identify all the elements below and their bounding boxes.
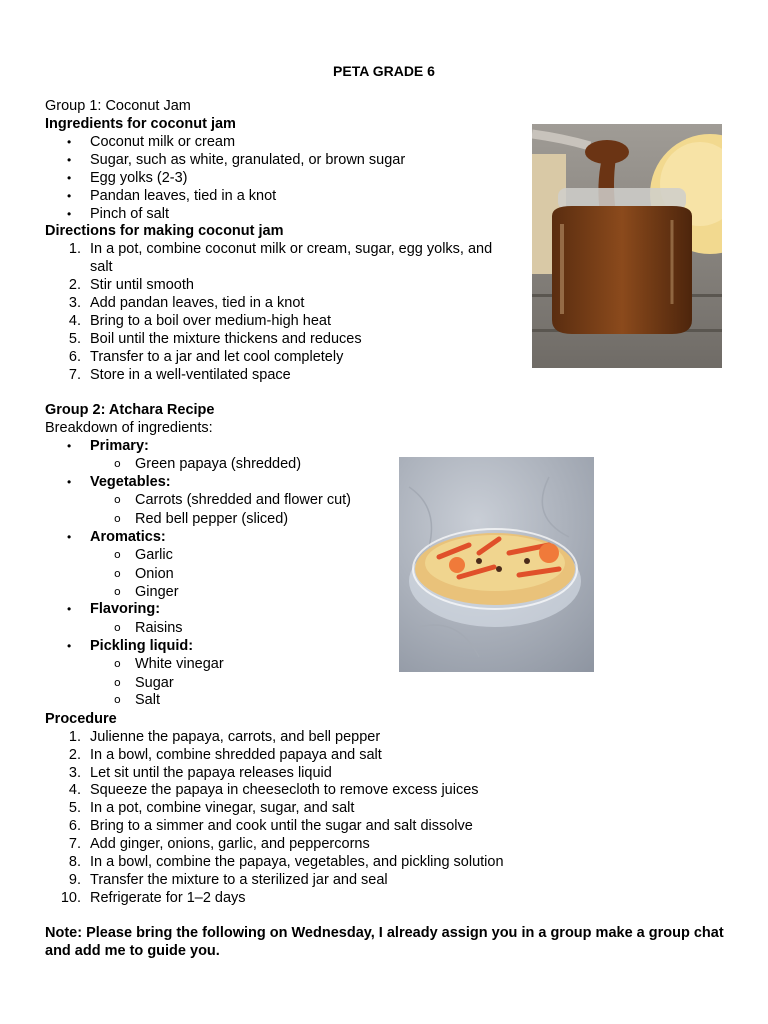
bullet-icon: •	[67, 135, 72, 149]
category-label: Pickling liquid:	[90, 638, 194, 654]
list-item: Pinch of salt	[90, 206, 169, 222]
list-item: Carrots (shredded and flower cut)	[135, 492, 351, 508]
list-item: Red bell pepper (sliced)	[135, 511, 289, 527]
list-number: 5.	[68, 800, 81, 816]
list-item: Transfer to a jar and let cool completely	[90, 349, 344, 365]
list-item: Coconut milk or cream	[90, 134, 236, 150]
bullet-icon: •	[67, 153, 72, 167]
bullet-icon: •	[67, 189, 72, 203]
list-item: Onion	[135, 566, 174, 582]
list-number: 8.	[68, 854, 81, 870]
list-item: Bring to a boil over medium-high heat	[90, 313, 331, 329]
list-item: Bring to a simmer and cook until the sugar and salt dissolve	[90, 818, 473, 834]
group1-directions-heading: Directions for making coconut jam	[45, 223, 284, 239]
sub-bullet-icon: o	[114, 676, 121, 689]
bullet-icon: •	[67, 530, 72, 544]
list-item: Garlic	[135, 547, 173, 563]
sub-bullet-icon: o	[114, 548, 121, 561]
list-number: 9.	[68, 872, 81, 888]
list-number: 2.	[68, 747, 81, 763]
list-item: Pandan leaves, tied in a knot	[90, 188, 277, 204]
bullet-icon: •	[67, 439, 72, 453]
list-item: Squeeze the papaya in cheesecloth to remove excess juices	[90, 782, 479, 798]
procedure-heading: Procedure	[45, 711, 117, 727]
list-number: 3.	[68, 295, 81, 311]
list-number: 6.	[68, 349, 81, 365]
note-text: Note: Please bring the following on Wednesday, I already assign you in a group make a group chat and add me to guide you.	[45, 925, 724, 959]
list-item: Raisins	[135, 620, 183, 636]
coconut-jam-photo	[532, 124, 722, 368]
bullet-icon: •	[67, 475, 72, 489]
list-item: Stir until smooth	[90, 277, 194, 293]
list-item: Add ginger, onions, garlic, and peppercorns	[90, 836, 370, 852]
list-number: 5.	[68, 331, 81, 347]
list-number: 1.	[68, 729, 81, 745]
page-title: PETA GRADE 6	[333, 63, 435, 79]
list-item: Add pandan leaves, tied in a knot	[90, 295, 305, 311]
category-label: Primary:	[90, 438, 149, 454]
list-item-continuation: salt	[90, 259, 113, 275]
sub-bullet-icon: o	[114, 693, 121, 706]
list-number: 7.	[68, 367, 81, 383]
sub-bullet-icon: o	[114, 621, 121, 634]
list-number: 3.	[68, 765, 81, 781]
group2-heading: Group 2: Atchara Recipe	[45, 402, 215, 418]
list-item: Julienne the papaya, carrots, and bell pepper	[90, 729, 381, 745]
group1-heading: Group 1: Coconut Jam	[45, 98, 191, 114]
category-label: Vegetables:	[90, 474, 171, 490]
breakdown-label: Breakdown of ingredients:	[45, 420, 213, 436]
list-number: 10.	[60, 890, 81, 906]
list-number: 4.	[68, 782, 81, 798]
list-item: Salt	[135, 692, 160, 708]
list-item: Boil until the mixture thickens and reduces	[90, 331, 362, 347]
bullet-icon: •	[67, 207, 72, 221]
sub-bullet-icon: o	[114, 512, 121, 525]
list-item: In a pot, combine vinegar, sugar, and salt	[90, 800, 355, 816]
bullet-icon: •	[67, 171, 72, 185]
sub-bullet-icon: o	[114, 493, 121, 506]
list-item: Sugar	[135, 675, 174, 691]
bullet-icon: •	[67, 602, 72, 616]
category-label: Flavoring:	[90, 601, 161, 617]
list-item: In a pot, combine coconut milk or cream, sugar, egg yolks, and	[90, 241, 493, 257]
list-item: Let sit until the papaya releases liquid	[90, 765, 332, 781]
list-item: Refrigerate for 1–2 days	[90, 890, 246, 906]
list-number: 7.	[68, 836, 81, 852]
list-item: Transfer the mixture to a sterilized jar and seal	[90, 872, 388, 888]
list-item: In a bowl, combine shredded papaya and salt	[90, 747, 382, 763]
sub-bullet-icon: o	[114, 657, 121, 670]
list-item: White vinegar	[135, 656, 224, 672]
list-number: 1.	[68, 241, 81, 257]
atchara-photo	[399, 457, 594, 672]
list-item: Egg yolks (2-3)	[90, 170, 188, 186]
list-number: 6.	[68, 818, 81, 834]
list-item: Ginger	[135, 584, 179, 600]
list-item: Sugar, such as white, granulated, or brown sugar	[90, 152, 406, 168]
list-item: In a bowl, combine the papaya, vegetables, and pickling solution	[90, 854, 504, 870]
list-item: Green papaya (shredded)	[135, 456, 302, 472]
bullet-icon: •	[67, 639, 72, 653]
sub-bullet-icon: o	[114, 457, 121, 470]
list-number: 2.	[68, 277, 81, 293]
group1-ingredients-heading: Ingredients for coconut jam	[45, 116, 236, 132]
list-number: 4.	[68, 313, 81, 329]
list-item: Store in a well-ventilated space	[90, 367, 291, 383]
sub-bullet-icon: o	[114, 585, 121, 598]
category-label: Aromatics:	[90, 529, 166, 545]
sub-bullet-icon: o	[114, 567, 121, 580]
